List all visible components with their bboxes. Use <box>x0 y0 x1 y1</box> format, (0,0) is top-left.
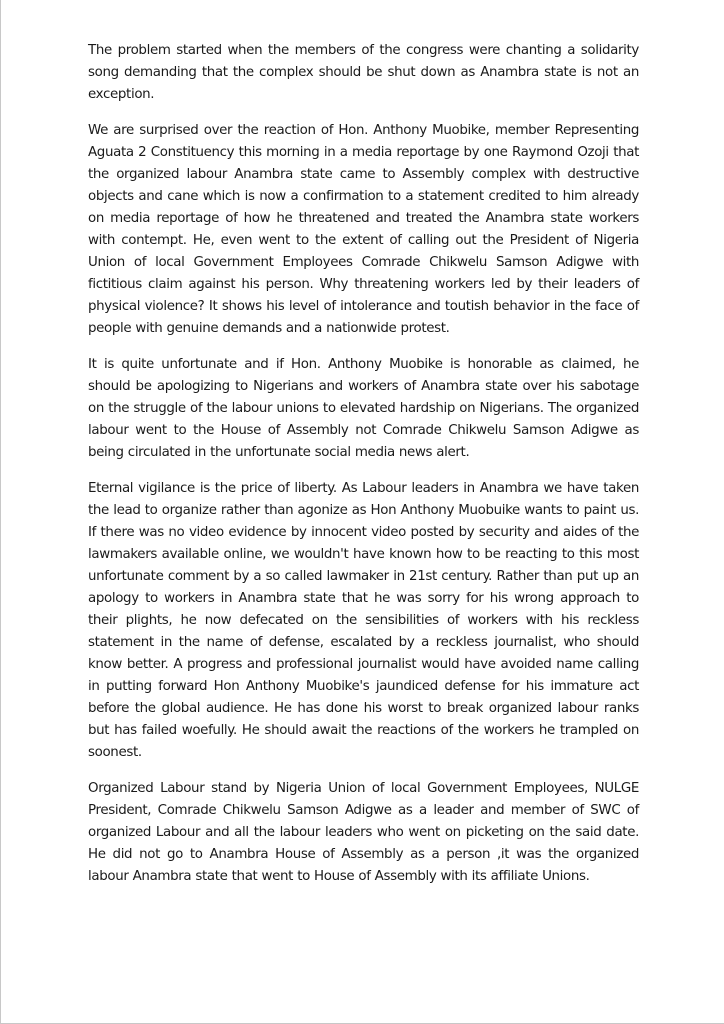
paragraph-eternal-vigilance: Eternal vigilance is the price of liberty. As Labour leaders in Anambra we have taken the lead to organize rather than agonize as Hon Anthony Muobuike wants to paint us. If there was no video evidence by innocent video posted by security and aides of the lawmakers available online, we wouldn't have known how to be reacting to this most unfortunate comment by a so called lawmaker in 21st century. Rather than put up an apology to workers in Anambra state that he was sorry for his wrong approach to their plights, he now defecated on the sensibilities of workers with his reckless statement in the name of defense, escalated by a reckless journalist, who should know better. A progress and professional journalist would have avoided name calling in putting forward Hon Anthony Muobike's jaundiced defense for his immature act before the global audience. He has done his worst to break organized labour ranks but has failed woefully. He should await the reactions of the workers he trampled on soonest. <box>88 481 639 760</box>
document-body <box>88 40 639 902</box>
paragraph-problem-started: The problem started when the members of the congress were chanting a solidarity song demanding that the complex should be shut down as Anambra state is not an exception. <box>88 43 639 102</box>
paragraph-surprised-reaction: We are surprised over the reaction of Hon. Anthony Muobike, member Representing Aguata 2 Constituency this morning in a media reportage by one Raymond Ozoji that the organized labour Anambra state came to Assembly complex with destructive objects and cane which is now a confirmation to a statement credited to him already on media reportage of how he threatened and treated the Anambra state workers with contempt. He, even went to the extent of calling out the President of Nigeria Union of local Government Employees Comrade Chikwelu Samson Adigwe with fictitious claim against his person. Why threatening workers led by their leaders of physical violence? It shows his level of intolerance and toutish behavior in the face of people with genuine demands and a nationwide protest. <box>88 123 639 336</box>
paragraph-unfortunate-apology: It is quite unfortunate and if Hon. Anthony Muobike is honorable as claimed, he should be apologizing to Nigerians and workers of Anambra state over his sabotage on the struggle of the labour unions to elevated hardship on Nigerians. The organized labour went to the House of Assembly not Comrade Chikwelu Samson Adigwe as being circulated in the unfortunate social media news alert. <box>88 357 639 460</box>
paragraph-organized-labour-stand: Organized Labour stand by Nigeria Union of local Government Employees, NULGE President, Comrade Chikwelu Samson Adigwe as a leader and member of SWC of organized Labour and all the labour leaders who went on picketing on the said date. He did not go to Anambra House of Assembly as a person ,it was the organized labour Anambra state that went to House of Assembly with its affiliate Unions. <box>88 781 639 884</box>
